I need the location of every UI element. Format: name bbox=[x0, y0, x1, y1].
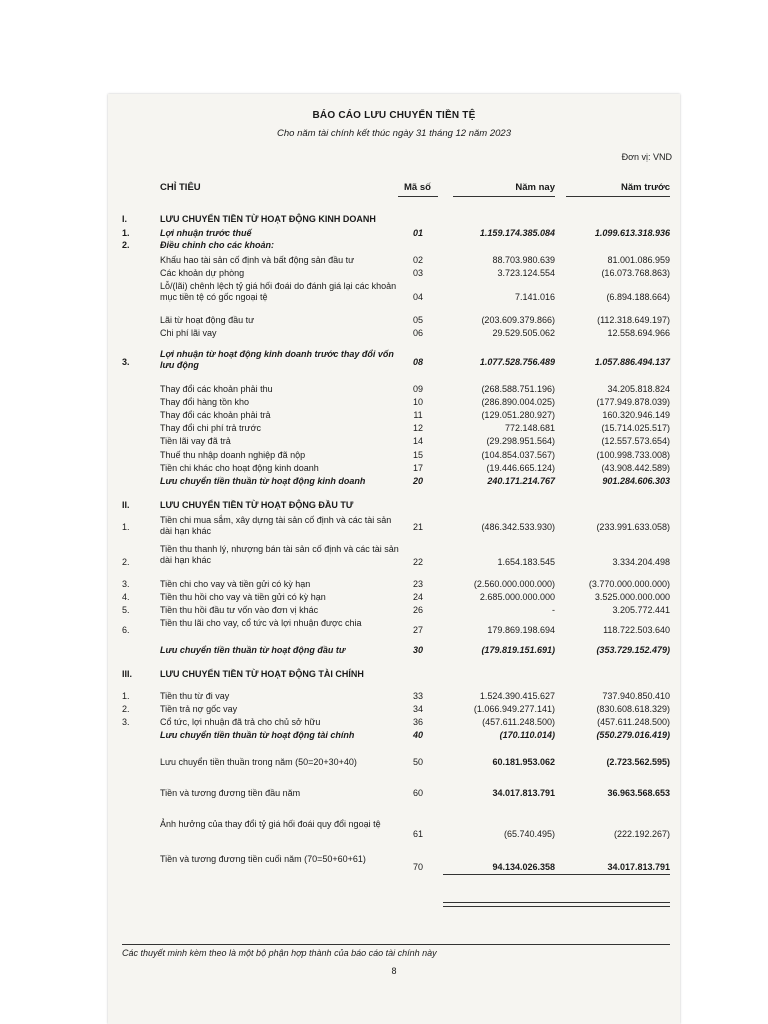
row-previous-year: (12.557.573.654) bbox=[601, 436, 670, 446]
row-code: 26 bbox=[412, 605, 423, 615]
header-underline bbox=[453, 196, 555, 197]
row-number: III. bbox=[122, 669, 133, 679]
column-header-item: CHỈ TIÊU bbox=[160, 182, 201, 193]
row-code: 23 bbox=[412, 579, 423, 589]
row-current-year: 3.723.124.554 bbox=[497, 268, 555, 278]
row-label: Tiền thu hồi đầu tư vốn vào đơn vị khác bbox=[160, 605, 319, 615]
row-label: Lưu chuyển tiền thuần từ hoạt động đầu tư bbox=[160, 645, 346, 655]
row-code: 03 bbox=[412, 268, 423, 278]
row-label: Tiền trả nợ gốc vay bbox=[160, 704, 238, 714]
row-label: Lãi từ hoạt động đầu tư bbox=[160, 315, 255, 325]
row-code: 20 bbox=[412, 476, 423, 486]
row-code: 40 bbox=[412, 730, 423, 740]
row-current-year: (129.051.280.927) bbox=[481, 410, 555, 420]
document-page bbox=[108, 94, 680, 1024]
row-code: 04 bbox=[412, 292, 423, 302]
row-label: Cổ tức, lợi nhuận đã trả cho chủ sở hữu bbox=[160, 717, 321, 727]
row-previous-year: (233.991.633.058) bbox=[596, 522, 670, 532]
row-label: Thay đổi chi phí trả trước bbox=[160, 423, 261, 433]
row-previous-year: 3.525.000.000.000 bbox=[594, 592, 670, 602]
row-current-year: 1.077.528.756.489 bbox=[479, 357, 555, 367]
row-current-year: 772.148.681 bbox=[504, 423, 555, 433]
row-current-year: (2.560.000.000.000) bbox=[473, 579, 555, 589]
row-code: 22 bbox=[412, 557, 423, 567]
row-previous-year: 160.320.946.149 bbox=[602, 410, 670, 420]
row-code: 14 bbox=[412, 436, 423, 446]
row-previous-year: (457.611.248.500) bbox=[597, 717, 670, 727]
row-current-year: 179.869.198.694 bbox=[487, 625, 555, 635]
row-code: 34 bbox=[412, 704, 423, 714]
row-current-year: (457.611.248.500) bbox=[482, 717, 555, 727]
row-previous-year: 1.099.613.318.936 bbox=[594, 228, 670, 238]
row-label: Khấu hao tài sản cố định và bất động sản đầu tư bbox=[160, 255, 355, 265]
row-label: Thay đổi các khoản phải trả bbox=[160, 410, 271, 420]
row-code: 33 bbox=[412, 691, 423, 701]
row-code: 30 bbox=[412, 645, 423, 655]
row-current-year: 94.134.026.358 bbox=[492, 862, 555, 872]
row-label: Thay đổi các khoản phải thu bbox=[160, 384, 273, 394]
column-header-code: Mã số bbox=[404, 182, 431, 193]
column-header-previous: Năm trước bbox=[620, 182, 670, 193]
row-label: Lưu chuyển tiền thuần trong năm (50=20+30+40) bbox=[160, 757, 357, 767]
row-number: 1. bbox=[122, 522, 130, 532]
report-title: BÁO CÁO LƯU CHUYỂN TIỀN TỆ bbox=[312, 110, 476, 121]
row-label: Tiền thu thanh lý, nhượng bán tài sản cố định và các tài sản dài hạn khác bbox=[160, 544, 399, 565]
row-current-year: 60.181.953.062 bbox=[492, 757, 555, 767]
row-previous-year: (3.770.000.000.000) bbox=[588, 579, 670, 589]
row-previous-year: 737.940.850.410 bbox=[602, 691, 670, 701]
row-current-year: 1.159.174.385.084 bbox=[479, 228, 555, 238]
row-current-year: (1.066.949.277.141) bbox=[473, 704, 555, 714]
row-label: Tiền chi mua sắm, xây dựng tài sản cố định và các tài sản dài hạn khác bbox=[160, 515, 392, 536]
row-code: 08 bbox=[412, 357, 423, 367]
row-previous-year: 34.205.818.824 bbox=[607, 384, 670, 394]
row-number: 3. bbox=[122, 579, 130, 589]
row-code: 24 bbox=[412, 592, 423, 602]
row-current-year: 1.654.183.545 bbox=[497, 557, 555, 567]
row-number: I. bbox=[122, 214, 128, 224]
row-previous-year: (222.192.267) bbox=[613, 829, 670, 839]
row-previous-year: (353.729.152.479) bbox=[596, 645, 670, 655]
row-number: 3. bbox=[122, 357, 130, 367]
row-code: 02 bbox=[412, 255, 423, 265]
row-number: 1. bbox=[122, 228, 130, 238]
row-code: 61 bbox=[412, 829, 423, 839]
row-previous-year: 12.558.694.966 bbox=[607, 328, 670, 338]
row-label: Lưu chuyển tiền thuần từ hoạt động tài chính bbox=[160, 730, 355, 740]
total-overline bbox=[554, 874, 670, 875]
row-code: 10 bbox=[412, 397, 423, 407]
row-code: 09 bbox=[412, 384, 423, 394]
row-label: Tiền thu từ đi vay bbox=[160, 691, 230, 701]
row-label: Chi phí lãi vay bbox=[160, 328, 217, 338]
row-previous-year: (177.949.878.039) bbox=[596, 397, 670, 407]
report-subtitle: Cho năm tài chính kết thúc ngày 31 tháng 12 năm 2023 bbox=[277, 128, 511, 139]
row-previous-year: (100.998.733.008) bbox=[596, 450, 670, 460]
footer-rule bbox=[122, 944, 670, 945]
row-current-year: - bbox=[552, 605, 555, 615]
row-current-year: 34.017.813.791 bbox=[492, 788, 555, 798]
row-previous-year: 34.017.813.791 bbox=[607, 862, 670, 872]
row-label: Lợi nhuận từ hoạt động kinh doanh trước thay đổi vốn lưu động bbox=[160, 349, 394, 370]
row-previous-year: (112.318.649.197) bbox=[597, 315, 670, 325]
row-code: 27 bbox=[412, 625, 423, 635]
row-previous-year: (6.894.188.664) bbox=[606, 292, 670, 302]
row-label: Tiền chi cho vay và tiền gửi có kỳ hạn bbox=[160, 579, 311, 589]
row-current-year: 29.529.505.062 bbox=[492, 328, 555, 338]
row-code: 05 bbox=[412, 315, 423, 325]
row-label: Tiền và tương đương tiền đầu năm bbox=[160, 788, 301, 798]
row-current-year: (19.446.665.124) bbox=[486, 463, 555, 473]
total-overline bbox=[443, 874, 555, 875]
row-number: 1. bbox=[122, 691, 130, 701]
row-previous-year: (43.908.442.589) bbox=[601, 463, 670, 473]
row-number: 2. bbox=[122, 704, 130, 714]
row-previous-year: 118.722.503.640 bbox=[603, 625, 670, 635]
column-header-current: Năm nay bbox=[515, 182, 555, 193]
row-label: Tiền thu lãi cho vay, cổ tức và lợi nhuận được chia bbox=[160, 618, 362, 628]
page-number: 8 bbox=[391, 966, 397, 976]
row-code: 12 bbox=[412, 423, 423, 433]
footer-note: Các thuyết minh kèm theo là một bộ phận hợp thành của báo cáo tài chính này bbox=[122, 948, 437, 958]
row-label: Các khoản dự phòng bbox=[160, 268, 245, 278]
header-underline bbox=[398, 196, 438, 197]
row-current-year: (203.609.379.866) bbox=[481, 315, 555, 325]
row-label: Lợi nhuận trước thuế bbox=[160, 228, 252, 238]
row-code: 17 bbox=[412, 463, 423, 473]
row-label: Tiền chi khác cho hoạt động kinh doanh bbox=[160, 463, 319, 473]
row-current-year: 2.685.000.000.000 bbox=[479, 592, 555, 602]
row-previous-year: 3.334.204.498 bbox=[612, 557, 670, 567]
row-code: 36 bbox=[412, 717, 423, 727]
row-label: Thuế thu nhập doanh nghiệp đã nộp bbox=[160, 450, 306, 460]
row-label: Lưu chuyển tiền thuần từ hoạt động kinh doanh bbox=[160, 476, 366, 486]
currency-unit: Đơn vị: VND bbox=[621, 152, 672, 162]
row-label: Tiền thu hồi cho vay và tiền gửi có kỳ hạn bbox=[160, 592, 326, 602]
row-code: 11 bbox=[413, 410, 423, 420]
total-double-underline bbox=[443, 902, 555, 907]
row-number: 2. bbox=[122, 557, 130, 567]
row-previous-year: 1.057.886.494.137 bbox=[594, 357, 670, 367]
row-previous-year: (830.608.618.329) bbox=[596, 704, 670, 714]
row-current-year: 240.171.214.767 bbox=[487, 476, 555, 486]
row-current-year: (268.588.751.196) bbox=[481, 384, 555, 394]
row-current-year: (29.298.951.564) bbox=[486, 436, 555, 446]
row-label: Tiền lãi vay đã trả bbox=[160, 436, 231, 446]
row-label: Điều chỉnh cho các khoản: bbox=[160, 240, 275, 250]
row-label: Tiền và tương đương tiền cuối năm (70=50+60+61) bbox=[160, 854, 366, 864]
row-label: Lỗ/(lãi) chênh lệch tỷ giá hối đoái do đánh giá lại các khoản mục tiền tệ có gốc ngoại tệ bbox=[160, 281, 397, 302]
row-current-year: (179.819.151.691) bbox=[481, 645, 555, 655]
row-current-year: (486.342.533.930) bbox=[481, 522, 555, 532]
row-current-year: (170.110.014) bbox=[499, 730, 555, 740]
header-underline bbox=[566, 196, 670, 197]
total-double-underline bbox=[554, 902, 670, 907]
row-code: 50 bbox=[412, 757, 423, 767]
row-number: II. bbox=[122, 500, 130, 510]
row-code: 21 bbox=[412, 522, 423, 532]
row-number: 6. bbox=[122, 625, 130, 635]
row-current-year: (286.890.004.025) bbox=[481, 397, 555, 407]
row-label: LƯU CHUYỂN TIỀN TỪ HOẠT ĐỘNG ĐẦU TƯ bbox=[160, 500, 354, 510]
row-previous-year: (16.073.768.863) bbox=[601, 268, 670, 278]
row-code: 01 bbox=[412, 228, 423, 238]
row-previous-year: (15.714.025.517) bbox=[601, 423, 670, 433]
row-code: 60 bbox=[412, 788, 423, 798]
row-code: 06 bbox=[412, 328, 423, 338]
row-label: LƯU CHUYỂN TIỀN TỪ HOẠT ĐỘNG KINH DOANH bbox=[160, 214, 376, 224]
row-previous-year: 81.001.086.959 bbox=[607, 255, 670, 265]
row-label: LƯU CHUYỂN TIỀN TỪ HOẠT ĐỘNG TÀI CHÍNH bbox=[160, 669, 364, 679]
row-number: 3. bbox=[122, 717, 130, 727]
row-current-year: (104.854.037.567) bbox=[481, 450, 555, 460]
row-code: 15 bbox=[412, 450, 423, 460]
row-label: Thay đổi hàng tồn kho bbox=[160, 397, 250, 407]
row-current-year: (65.740.495) bbox=[503, 829, 555, 839]
row-current-year: 7.141.016 bbox=[514, 292, 555, 302]
row-number: 2. bbox=[122, 240, 130, 250]
row-previous-year: 901.284.606.303 bbox=[602, 476, 670, 486]
row-number: 5. bbox=[122, 605, 130, 615]
row-label: Ảnh hưởng của thay đổi tỷ giá hối đoái quy đổi ngoại tệ bbox=[160, 819, 381, 829]
row-previous-year: 36.963.568.653 bbox=[607, 788, 670, 798]
row-previous-year: (2.723.562.595) bbox=[606, 757, 670, 767]
row-code: 70 bbox=[412, 862, 423, 872]
row-previous-year: (550.279.016.419) bbox=[596, 730, 670, 740]
row-current-year: 1.524.390.415.627 bbox=[479, 691, 555, 701]
row-number: 4. bbox=[122, 592, 130, 602]
row-current-year: 88.703.980.639 bbox=[492, 255, 555, 265]
row-previous-year: 3.205.772.441 bbox=[612, 605, 670, 615]
